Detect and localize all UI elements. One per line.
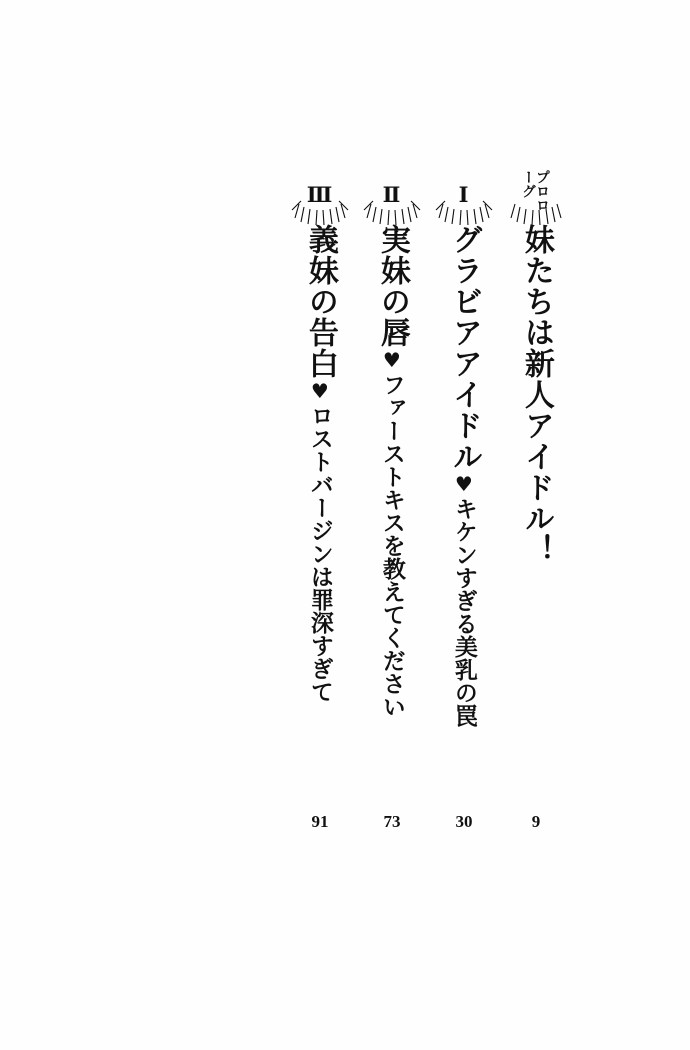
entry-marker-label: Ⅰ bbox=[458, 183, 470, 207]
toc-entry[interactable] bbox=[500, 170, 572, 790]
entry-marker bbox=[356, 170, 428, 222]
page-number: 73 bbox=[383, 812, 401, 831]
entry-title bbox=[376, 224, 408, 764]
entry-title-sub: ロストバージンは罪深すぎて bbox=[306, 404, 333, 703]
entry-title-main: グラビアアイドル bbox=[446, 224, 482, 472]
entry-marker bbox=[284, 170, 356, 222]
toc-entry-list bbox=[0, 170, 690, 790]
entry-title-sub: ファーストキスを教えてください bbox=[378, 373, 405, 718]
entry-title bbox=[448, 224, 480, 764]
toc-entry[interactable] bbox=[356, 170, 428, 790]
entry-title-main: 義妹の告白 bbox=[302, 224, 338, 379]
entry-title bbox=[520, 224, 552, 764]
entry-title-sub: キケンすぎる美乳の罠 bbox=[450, 497, 477, 727]
entry-marker bbox=[428, 170, 500, 222]
entry-marker-label: Ⅱ bbox=[382, 183, 402, 207]
toc-page-numbers bbox=[0, 812, 690, 842]
page-number: 91 bbox=[311, 812, 329, 831]
heart-icon: ♥ bbox=[451, 472, 476, 497]
heart-icon: ♥ bbox=[307, 379, 332, 404]
page-number: 9 bbox=[531, 812, 541, 831]
toc-entry[interactable] bbox=[284, 170, 356, 790]
entry-marker-label: プロローグ bbox=[521, 170, 551, 212]
entry-title-main: 実妹の唇 bbox=[374, 224, 410, 348]
entry-title-main: 妹たちは新人アイドル！ bbox=[518, 224, 554, 565]
entry-marker bbox=[500, 170, 572, 222]
entry-title bbox=[304, 224, 336, 764]
page-number: 30 bbox=[455, 812, 473, 831]
entry-marker-label: Ⅲ bbox=[306, 183, 334, 207]
heart-icon: ♥ bbox=[379, 348, 404, 373]
toc-entry[interactable] bbox=[428, 170, 500, 790]
